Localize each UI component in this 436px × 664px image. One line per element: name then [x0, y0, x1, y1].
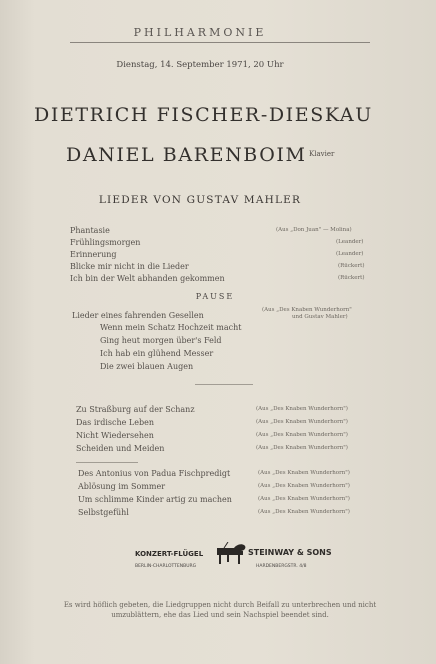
singer-name: DIETRICH FISCHER-DIESKAU — [34, 104, 373, 126]
song-source: (Aus „Des Knaben Wunderhorn") — [258, 470, 350, 476]
cycle-song: Die zwei blauen Augen — [100, 362, 194, 371]
song-title: Phantasie — [70, 226, 110, 235]
song-source: (Rückert) — [338, 263, 365, 269]
cycle-song: Wenn mein Schatz Hochzeit macht — [100, 323, 242, 332]
song-source: (Aus „Des Knaben Wunderhorn") — [258, 483, 350, 489]
section-divider — [76, 462, 138, 463]
song-title: Nicht Wiedersehen — [76, 431, 154, 440]
brand-left: KONZERT-FLÜGEL — [135, 550, 204, 558]
venue-heading: PHILHARMONIE — [133, 26, 267, 39]
brand-right: STEINWAY & SONS — [248, 548, 332, 557]
song-title: Zu Straßburg auf der Schanz — [76, 405, 195, 414]
song-source: (Aus „Des Knaben Wunderhorn") — [258, 509, 350, 515]
concert-date: Dienstag, 14. September 1971, 20 Uhr — [116, 60, 284, 70]
section-divider — [195, 384, 253, 385]
song-title: Ablösung im Sommer — [78, 482, 166, 491]
song-title: Des Antonius von Padua Fischpredigt — [78, 469, 231, 478]
song-source: (Leander) — [336, 239, 364, 245]
audience-note: Es wird höflich gebeten, die Liedgruppen nicht durch Beifall zu unterbrechen und nicht umzublättern, ehe das Lied und sein Nachspiel beendet sind. — [63, 601, 377, 619]
song-source: (Rückert) — [338, 275, 365, 281]
pianist-instrument: Klavier — [309, 150, 335, 158]
grand-piano-logo-icon — [214, 542, 248, 568]
song-title: Das irdische Leben — [76, 418, 154, 427]
song-title: Scheiden und Meiden — [76, 444, 165, 453]
pause-label: PAUSE — [195, 292, 235, 301]
song-source: (Aus „Des Knaben Wunderhorn") — [256, 445, 348, 451]
song-title: Ich bin der Welt abhanden gekommen — [70, 274, 225, 283]
pianist-name: DANIEL BARENBOIM — [66, 144, 307, 166]
brand-right-address: HARDENBERGSTR. 4/8 — [256, 564, 307, 569]
song-cycle-source: (Aus „Des Knaben Wunderhorn" — [262, 307, 352, 313]
song-title: Erinnerung — [70, 250, 117, 259]
song-source: (Aus „Des Knaben Wunderhorn") — [256, 419, 348, 425]
song-cycle-title: Lieder eines fahrenden Gesellen — [72, 311, 204, 320]
song-source: (Leander) — [336, 251, 364, 257]
song-source: (Aus „Des Knaben Wunderhorn") — [256, 406, 348, 412]
song-title: Um schlimme Kinder artig zu machen — [78, 495, 232, 504]
song-title: Frühlingsmorgen — [70, 238, 141, 247]
program-title: LIEDER VON GUSTAV MAHLER — [98, 194, 302, 206]
brand-left-city: BERLIN-CHARLOTTENBURG — [135, 564, 197, 569]
song-source: (Aus „Des Knaben Wunderhorn") — [256, 432, 348, 438]
song-title: Blicke mir nicht in die Lieder — [70, 262, 189, 271]
cycle-song: Ich hab ein glühend Messer — [100, 349, 214, 358]
song-source: (Aus „Don Juan" — Molina) — [276, 227, 352, 233]
song-source: (Aus „Des Knaben Wunderhorn") — [258, 496, 350, 502]
song-cycle-source: und Gustav Mahler) — [292, 314, 348, 320]
cycle-song: Ging heut morgen über's Feld — [100, 336, 222, 345]
song-title: Selbstgefühl — [78, 508, 129, 517]
header-rule — [70, 42, 370, 43]
